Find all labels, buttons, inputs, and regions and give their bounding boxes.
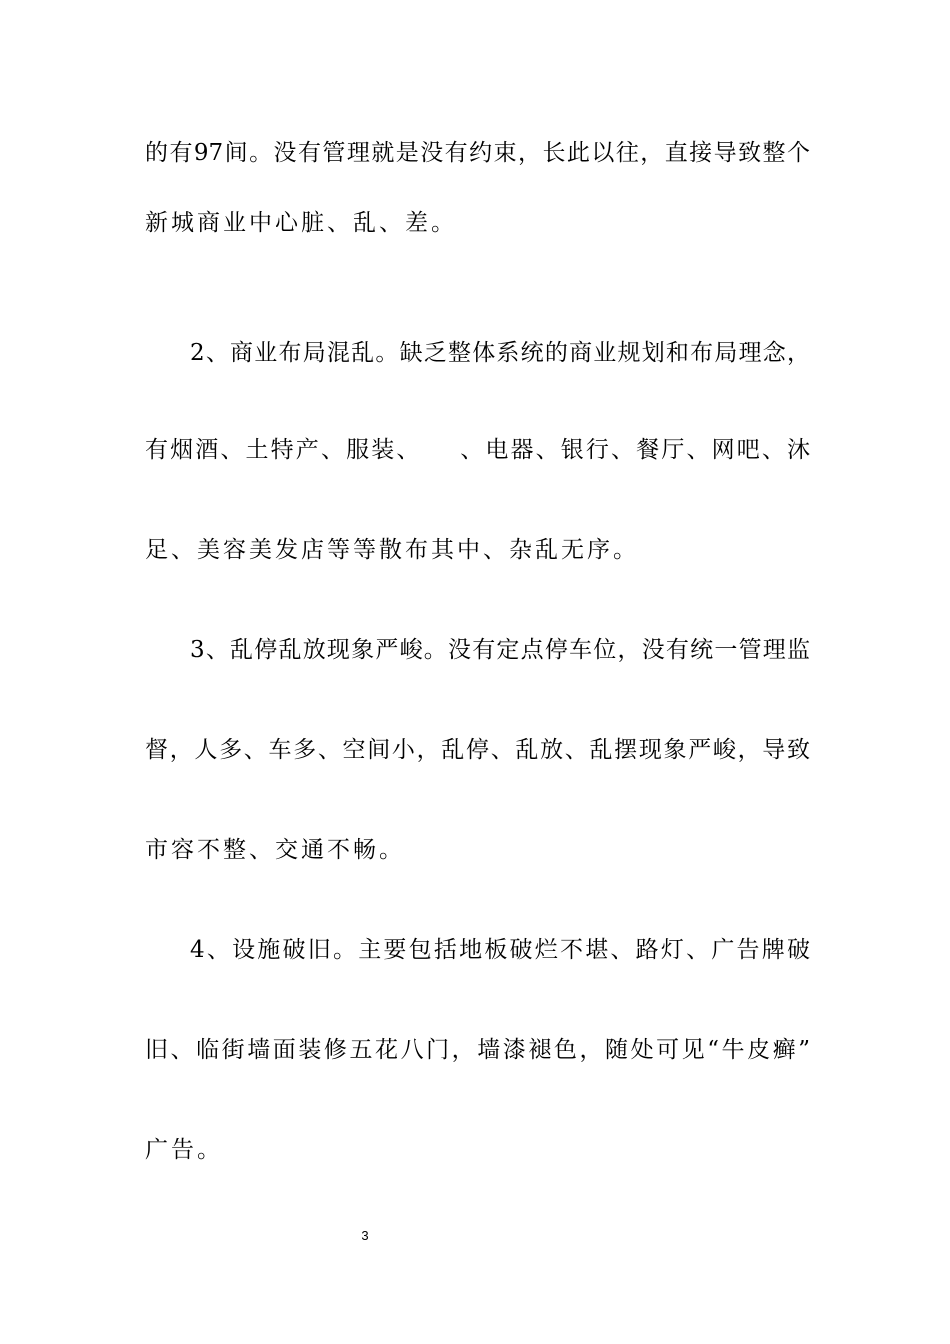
page-number: 3 xyxy=(361,1228,369,1243)
paragraph-line: 2、商业布局混乱。缺乏整体系统的商业规划和布局理念， xyxy=(190,340,810,366)
paragraph-line: 市容不整、交通不畅。 xyxy=(145,837,405,863)
paragraph-line: 3、乱停乱放现象严峻。没有定点停车位，没有统一管理监 xyxy=(190,637,810,663)
paragraph-line: 足、美容美发店等等散布其中、杂乱无序。 xyxy=(145,537,639,563)
paragraph-line: 的有97间。没有管理就是没有约束，长此以往，直接导致整个 xyxy=(145,140,810,166)
paragraph-line: 4、设施破旧。主要包括地板破烂不堪、路灯、广告牌破 xyxy=(190,937,810,963)
paragraph-line: 有烟酒、土特产、服装、 、电器、银行、餐厅、网吧、沐 xyxy=(145,437,810,463)
paragraph-line: 新城商业中心脏、乱、差。 xyxy=(145,210,457,236)
paragraph-line: 督，人多、车多、空间小，乱停、乱放、乱摆现象严峻，导致 xyxy=(145,737,810,763)
paragraph-line: 广告。 xyxy=(145,1137,223,1163)
paragraph-line: 旧、临街墙面装修五花八门，墙漆褪色，随处可见“牛皮癣” xyxy=(145,1037,810,1063)
